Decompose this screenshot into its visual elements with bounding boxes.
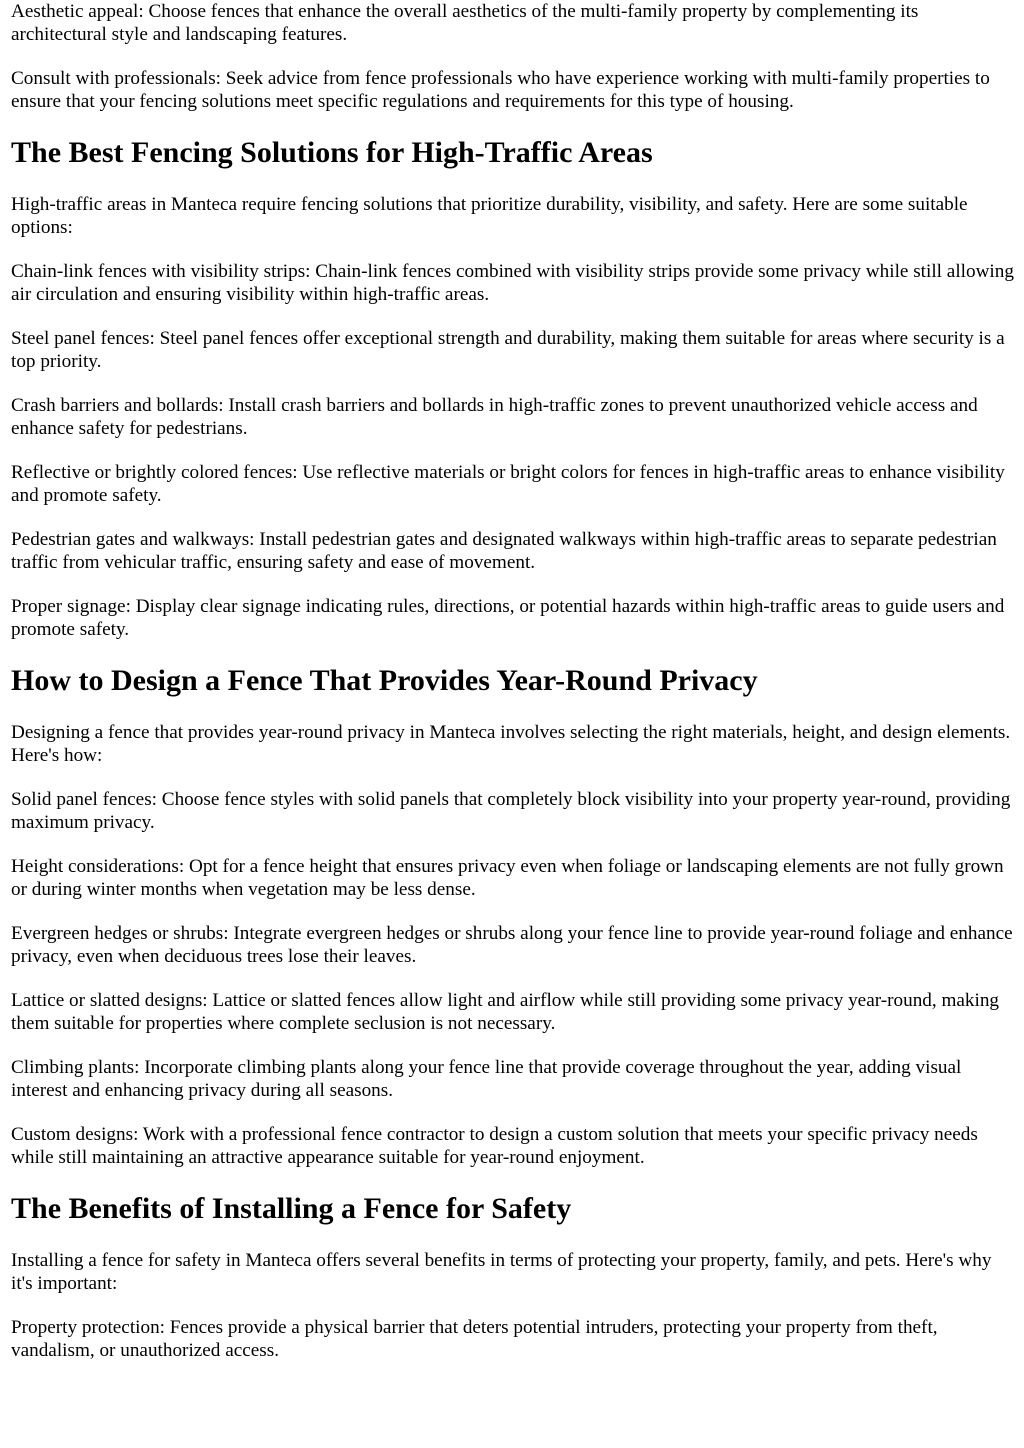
paragraph-steel-panel: Steel panel fences: Steel panel fences offer exceptional strength and durability, making them suitable for areas where security is a top priority. — [11, 328, 1005, 372]
paragraph-solid-panel: Solid panel fences: Choose fence styles with solid panels that completely block visibility into your property year-round, providing maximum privacy. — [11, 789, 1011, 833]
paragraph-climbing-plants: Climbing plants: Incorporate climbing plants along your fence line that provide coverage throughout the year, adding visual interest and enhancing privacy during all seasons. — [11, 1057, 962, 1101]
paragraph-privacy-intro: Designing a fence that provides year-round privacy in Manteca involves selecting the right materials, height, and design elements. Here's how: — [11, 722, 1011, 766]
paragraph-property-protection: Property protection: Fences provide a physical barrier that deters potential intruders, protecting your property from theft, vandalism, or unauthorized access. — [11, 1317, 938, 1361]
heading-high-traffic-fencing: The Best Fencing Solutions for High-Traffic Areas — [11, 136, 653, 169]
paragraph-pedestrian-gates: Pedestrian gates and walkways: Install pedestrian gates and designated walkways within high-traffic areas to separate pedestrian traffic from vehicular traffic, ensuring safety and ease of movement. — [11, 529, 997, 573]
paragraph-height-considerations: Height considerations: Opt for a fence height that ensures privacy even when foliage or landscaping elements are not fully grown or during winter months when vegetation may be less dense. — [11, 856, 1004, 900]
paragraph-aesthetic-appeal: Aesthetic appeal: Choose fences that enhance the overall aesthetics of the multi-family property by complementing its architectural style and landscaping features. — [11, 1, 919, 45]
paragraph-safety-intro: Installing a fence for safety in Manteca offers several benefits in terms of protecting your property, family, and pets. Here's why it's important: — [11, 1250, 992, 1294]
heading-year-round-privacy: How to Design a Fence That Provides Year-Round Privacy — [11, 664, 758, 697]
heading-safety-benefits: The Benefits of Installing a Fence for Safety — [11, 1192, 572, 1225]
paragraph-evergreen-hedges: Evergreen hedges or shrubs: Integrate evergreen hedges or shrubs along your fence line to provide year-round foliage and enhance privacy, even when deciduous trees lose their leaves. — [11, 923, 1013, 967]
paragraph-reflective-fences: Reflective or brightly colored fences: Use reflective materials or bright colors for fences in high-traffic areas to enhance visibility and promote safety. — [11, 462, 1005, 506]
paragraph-custom-designs: Custom designs: Work with a professional fence contractor to design a custom solution that meets your specific privacy needs while still maintaining an attractive appearance suitable for year-round enjoyment. — [11, 1124, 978, 1168]
paragraph-consult-professionals: Consult with professionals: Seek advice from fence professionals who have experience working with multi-family properties to ensure that your fencing solutions meet specific regulations and requirements for this type of housing. — [11, 68, 990, 112]
paragraph-chain-link: Chain-link fences with visibility strips: Chain-link fences combined with visibility strips provide some privacy while still allowing air circulation and ensuring visibility within high-traffic areas. — [11, 261, 1014, 305]
paragraph-crash-barriers: Crash barriers and bollards: Install crash barriers and bollards in high-traffic zones to prevent unauthorized vehicle access and enhance safety for pedestrians. — [11, 395, 978, 439]
paragraph-high-traffic-intro: High-traffic areas in Manteca require fencing solutions that prioritize durability, visibility, and safety. Here are some suitable options: — [11, 194, 968, 238]
paragraph-proper-signage: Proper signage: Display clear signage indicating rules, directions, or potential hazards within high-traffic areas to guide users and promote safety. — [11, 596, 1005, 640]
paragraph-lattice-slatted: Lattice or slatted designs: Lattice or slatted fences allow light and airflow while still providing some privacy year-round, making them suitable for properties where complete seclusion is not necessary. — [11, 990, 1000, 1034]
